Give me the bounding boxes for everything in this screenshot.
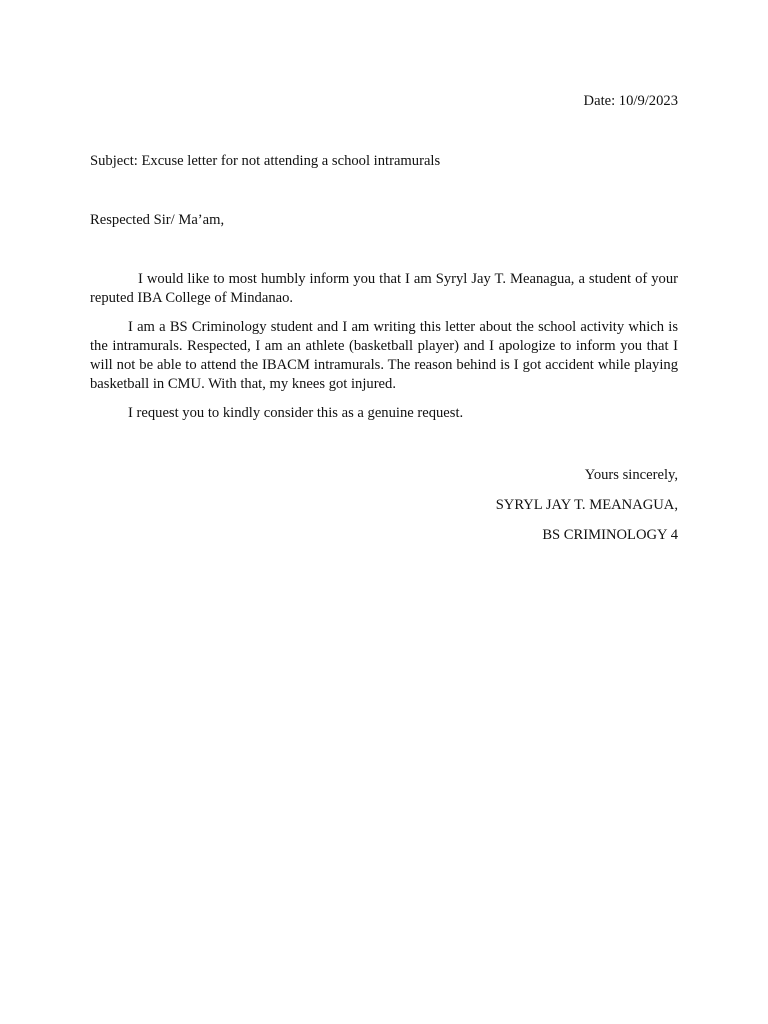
letter-date: Date: 10/9/2023 [583,93,678,109]
letter-salutation: Respected Sir/ Ma’am, [90,212,225,228]
letter-paragraph: I would like to most humbly inform you that I am Syryl Jay T. Meanagua, a student of your reputed IBA College of Mindanao. [90,271,678,306]
letter-subject: Subject: Excuse letter for not attending a school intramurals [90,153,441,169]
signature-name: SYRYL JAY T. MEANAGUA, [495,497,678,513]
letter-page [90,0,678,1024]
signature-program: BS CRIMINOLOGY 4 [542,527,678,543]
letter-closing-block [496,466,678,556]
letter-closing: Yours sincerely, [584,467,678,483]
letter-body [90,270,678,433]
letter-paragraph: I request you to kindly consider this as a genuine request. [128,405,464,421]
letter-paragraph: I am a BS Criminology student and I am writing this letter about the school activity which is the intramurals. Respected, I am an athlete (basketball player) and I apologize to inform you that I will not be able to attend the IBACM intramurals. The reason behind is I got accident while playing basketball in CMU. With that, my knees got injured. [90,319,678,392]
